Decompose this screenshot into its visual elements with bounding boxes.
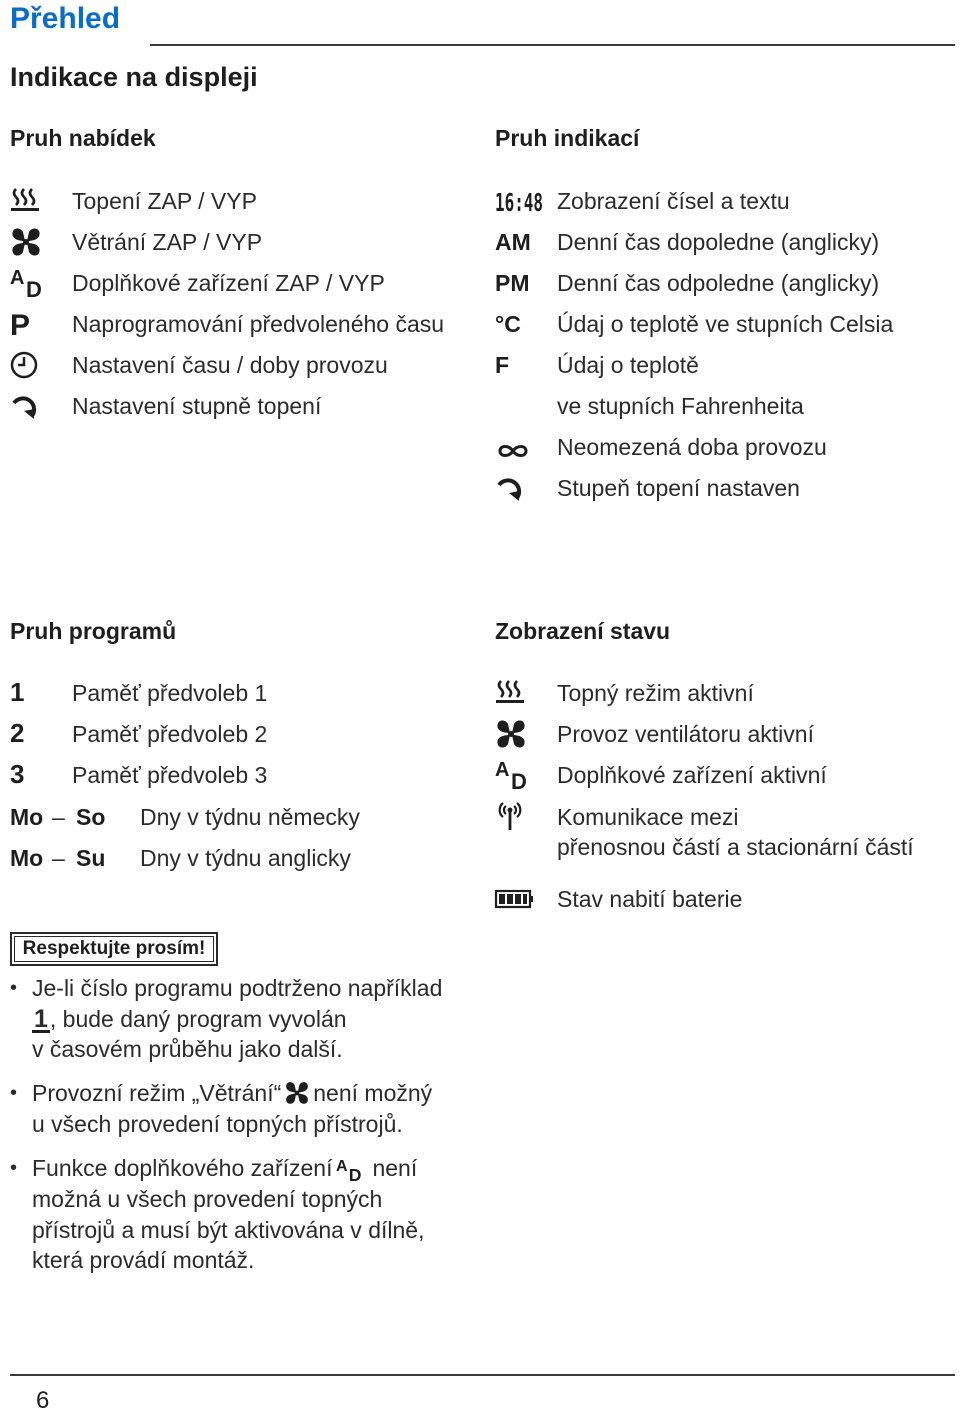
- page-title: Přehled: [10, 2, 121, 35]
- heating-waves-icon: [495, 676, 539, 710]
- bullet-text-inline: Provozní režim „Větrání“: [32, 1080, 282, 1106]
- indicator-item-am: [495, 225, 955, 259]
- indicator-item-label: Neomezená doba provozu: [557, 434, 827, 460]
- menu-item-heat-level: [10, 389, 480, 423]
- footer-divider: [10, 1374, 955, 1376]
- menu-bar-title: Pruh nabídek: [10, 125, 156, 151]
- status-item-communication: [495, 800, 955, 864]
- menu-item-label: Topení ZAP / VYP: [72, 188, 257, 214]
- clock-icon: [10, 348, 54, 382]
- indicator-key: AM: [495, 229, 531, 255]
- bullet-text-line: u všech provedení topných přístrojů.: [32, 1110, 403, 1137]
- battery-icon: [495, 882, 539, 916]
- indicator-bar-title: Pruh indikací: [495, 125, 640, 151]
- indicator-item-label: Denní čas odpoledne (anglicky): [557, 270, 880, 296]
- program-item-label: Paměť předvoleb 2: [72, 721, 268, 747]
- program-item-2: [10, 717, 480, 751]
- bullet-text-line: Je-li číslo programu podtrženo například: [32, 975, 443, 1001]
- program-bar-title: Pruh programů: [10, 618, 177, 644]
- menu-item-label: Větrání ZAP / VYP: [72, 229, 263, 255]
- svg-text:D: D: [26, 277, 42, 302]
- status-item-label: Stav nabití baterie: [557, 886, 743, 912]
- ad-auxiliary-icon: [336, 1156, 368, 1184]
- day-key-start: Mo: [10, 804, 44, 830]
- status-item-label: Doplňkové zařízení aktivní: [557, 762, 827, 788]
- indicator-item-label: Zobrazení čísel a textu: [557, 188, 790, 214]
- bullet-text-line: přístrojů a musí být aktivována v dílně,: [32, 1216, 425, 1243]
- svg-text:D: D: [511, 769, 527, 794]
- bullet-dot: •: [10, 977, 18, 999]
- bullet-text-line: v časovém průběhu jako další.: [32, 1036, 343, 1062]
- bullet-text-line: [32, 1004, 492, 1035]
- program-key: 3: [10, 759, 25, 789]
- bullet-text-line: možná u všech provedení topných: [32, 1186, 383, 1212]
- menu-item-program: [10, 307, 480, 341]
- program-days-german: [10, 800, 480, 834]
- indicator-item-label: Stupeň topení nastaven: [557, 475, 800, 501]
- page-number: 6: [36, 1387, 50, 1414]
- status-item-heating: [495, 676, 955, 710]
- indicator-item-fahrenheit-cont: [495, 389, 955, 423]
- bullet-text-line: [32, 1153, 492, 1184]
- menu-item-ventilation: [10, 225, 480, 259]
- title-divider: [150, 44, 955, 46]
- menu-item-heating: [10, 184, 480, 218]
- display-key: 16:48: [495, 188, 543, 217]
- indicator-item-celsius: [495, 307, 955, 341]
- status-item-fan: [495, 717, 955, 751]
- heat-level-icon: [495, 471, 539, 505]
- indicator-item-fahrenheit: [495, 348, 955, 382]
- section-title: Indikace na displeji: [10, 62, 258, 92]
- program-item-label: Paměť předvoleb 3: [72, 762, 268, 788]
- menu-item-time: [10, 348, 480, 382]
- bullet-text-inline: , bude daný program vyvolán: [49, 1005, 347, 1032]
- program-key: 2: [10, 718, 25, 748]
- indicator-item-label: Údaj o teplotě: [557, 352, 699, 378]
- program-item-1: [10, 676, 480, 710]
- underlined-program-key: 1: [34, 1004, 48, 1033]
- notice-bullet-3: [10, 1153, 490, 1277]
- fan-icon: [495, 717, 539, 751]
- status-display-title: Zobrazení stavu: [495, 618, 671, 644]
- bullet-text-line: která provádí montáž.: [32, 1247, 255, 1273]
- bullet-dot: •: [10, 1082, 18, 1104]
- svg-text:A: A: [495, 759, 510, 781]
- indicator-item-label: Údaj o teplotě ve stupních Celsia: [557, 311, 894, 337]
- antenna-icon: [495, 800, 539, 834]
- svg-text:D: D: [349, 1165, 362, 1186]
- status-item-label: Topný režim aktivní: [557, 680, 754, 706]
- indicator-key: F: [495, 352, 510, 378]
- menu-item-label: Doplňkové zařízení ZAP / VYP: [72, 270, 385, 296]
- program-days-english: [10, 841, 480, 875]
- program-item-label: Paměť předvoleb 1: [72, 680, 268, 706]
- bullet-text-inline: není možný: [313, 1080, 433, 1106]
- svg-text:A: A: [10, 267, 25, 289]
- p-program-icon: [10, 307, 54, 341]
- notice-heading: Respektujte prosím!: [10, 932, 218, 966]
- menu-item-label: Naprogramování předvoleného času: [72, 311, 445, 337]
- ad-auxiliary-icon: [495, 758, 539, 792]
- status-item-label-line2: přenosnou částí a stacionární částí: [557, 834, 914, 860]
- status-item-label: Provoz ventilátoru aktivní: [557, 721, 814, 747]
- program-key: 1: [10, 677, 25, 707]
- indicator-item-label: ve stupních Fahrenheita: [557, 393, 804, 419]
- day-key-dash: –: [52, 804, 65, 830]
- bullet-text-inline: Funkce doplňkového zařízení: [32, 1155, 333, 1181]
- menu-item-label: Nastavení stupně topení: [72, 393, 322, 419]
- notice-bullet-1: [10, 973, 490, 1065]
- indicator-key: °C: [495, 311, 521, 337]
- status-item-battery: [495, 882, 955, 916]
- indicator-item-digits: [495, 184, 955, 218]
- bullet-text-line: [32, 1078, 492, 1109]
- fan-icon: [284, 1081, 310, 1105]
- indicator-item-label: Denní čas dopoledne (anglicky): [557, 229, 880, 255]
- indicator-item-pm: [495, 266, 955, 300]
- heat-level-icon: [10, 389, 54, 423]
- menu-item-auxiliary: [10, 266, 480, 300]
- seven-segment-display-icon: [495, 184, 550, 218]
- indicator-item-heat-level: [495, 471, 955, 505]
- svg-text:A: A: [336, 1157, 349, 1175]
- program-item-3: [10, 758, 480, 792]
- bullet-dot: •: [10, 1157, 18, 1179]
- day-key-end: Su: [76, 845, 106, 871]
- status-item-label: Komunikace mezi: [557, 804, 739, 830]
- day-key-dash: –: [52, 845, 65, 871]
- menu-item-label: Nastavení času / doby provozu: [72, 352, 388, 378]
- svg-text:P: P: [10, 309, 31, 342]
- fan-icon: [10, 225, 54, 259]
- day-key-start: Mo: [10, 845, 44, 871]
- program-days-label: Dny v týdnu německy: [140, 804, 360, 830]
- ad-auxiliary-icon: [10, 266, 54, 300]
- status-item-auxiliary: [495, 758, 955, 792]
- program-days-label: Dny v týdnu anglicky: [140, 845, 351, 871]
- indicator-item-unlimited: [495, 430, 955, 464]
- heating-waves-icon: [10, 184, 54, 218]
- bullet-text-inline: není: [372, 1155, 418, 1181]
- infinity-icon: [495, 430, 539, 464]
- day-key-end: So: [76, 804, 106, 830]
- notice-bullet-2: [10, 1078, 490, 1140]
- indicator-key: PM: [495, 270, 530, 296]
